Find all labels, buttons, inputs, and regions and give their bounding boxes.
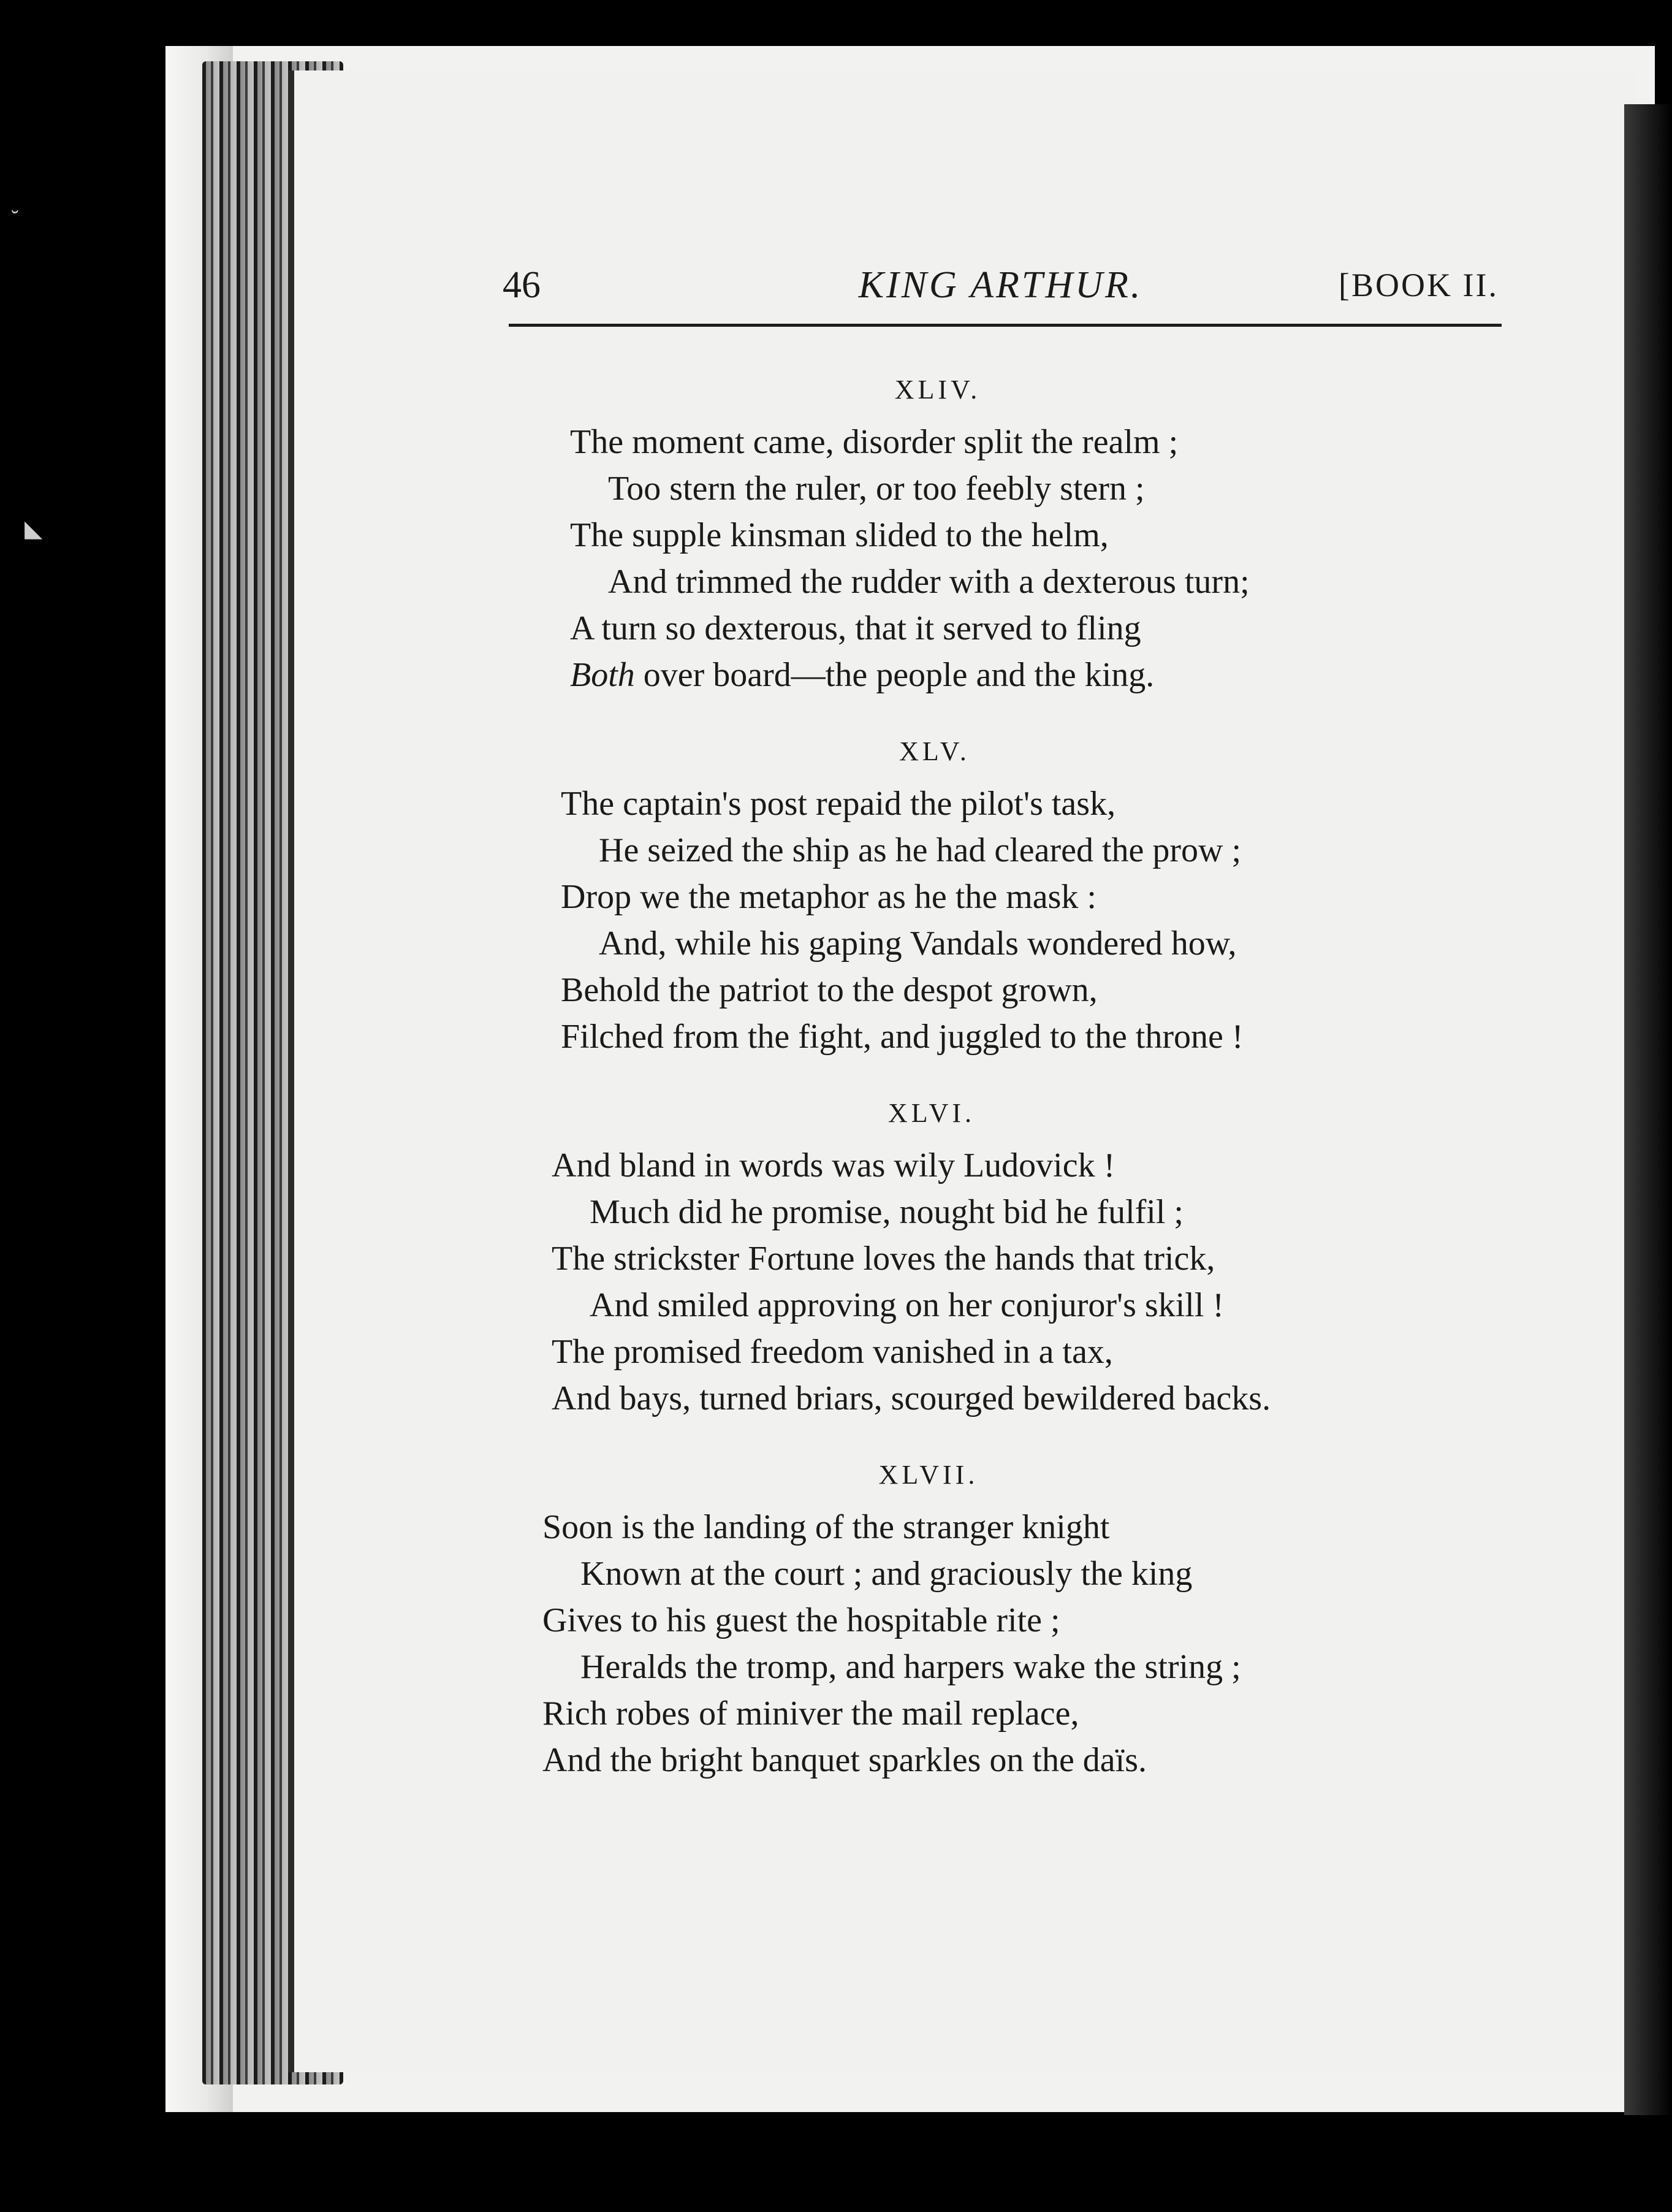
verse-line: Rich robes of miniver the mail replace, (542, 1695, 1079, 1733)
stanza-xliv (570, 374, 1367, 698)
stanza-number: XLV. (899, 736, 970, 766)
stanza-number: XLVI. (887, 1098, 976, 1128)
verse-line: Gives to his guest the hospitable rite ; (542, 1601, 1060, 1639)
verse-line: Behold the patriot to the despot grown, (561, 971, 1098, 1009)
verse-line: And bland in words was wily Ludovick ! (552, 1146, 1115, 1184)
verse-line: Drop we the metaphor as he the mask : (561, 878, 1096, 916)
stanza-xlv (561, 736, 1364, 1060)
verse-line: The promised freedom vanished in a tax, (552, 1333, 1113, 1371)
verse-line: The strickster Fortune loves the hands that trick, (552, 1240, 1215, 1278)
verse-line: A turn so dexterous, that it served to fling (570, 609, 1141, 647)
verse-line: And trimmed the rudder with a dexterous turn; (608, 563, 1250, 601)
stanza-number: XLVII. (878, 1460, 979, 1490)
verse-line: The supple kinsman slided to the helm, (570, 516, 1109, 554)
page-number: 46 (503, 264, 541, 306)
scan-speck: ◣ (25, 516, 43, 542)
verse-line: Soon is the landing of the stranger knight (542, 1508, 1110, 1546)
gutter-shadow (1624, 104, 1672, 2115)
scan-speck: ˘ (11, 206, 19, 232)
verse-line: Filched from the fight, and juggled to the throne ! (561, 1018, 1244, 1056)
stanza-xlvii (542, 1459, 1358, 1783)
verse-line: Known at the court ; and graciously the king (580, 1555, 1193, 1593)
page-title: KING ARTHUR. (858, 264, 1143, 306)
verse-line: Too stern the ruler, or too feebly stern ; (608, 470, 1145, 508)
verse-line: And the bright banquet sparkles on the daïs. (542, 1741, 1147, 1779)
verse-line: Much did he promise, nought bid he fulfil ; (590, 1193, 1184, 1231)
verse-line-text: over board—the people and the king. (643, 656, 1155, 694)
header-rule (509, 324, 1502, 327)
stanza-xlvi (552, 1097, 1361, 1422)
stanza-number: XLIV. (894, 375, 981, 405)
running-head (503, 257, 1499, 325)
verse-line: Heralds the tromp, and harpers wake the string ; (580, 1648, 1241, 1686)
verse-line: The captain's post repaid the pilot's task, (561, 785, 1116, 823)
verse-line: The moment came, disorder split the realm ; (570, 423, 1179, 461)
verse-line: He seized the ship as he had cleared the prow ; (599, 831, 1242, 869)
italic-word: Both (570, 656, 635, 694)
verse-line: And smiled approving on her conjuror's skill ! (590, 1286, 1225, 1324)
book-reference: [BOOK II. (1339, 267, 1499, 303)
verse-line (570, 652, 1367, 698)
verse-line: And bays, turned briars, scourged bewildered backs. (552, 1379, 1271, 1417)
verse-line: And, while his gaping Vandals wondered how, (599, 925, 1237, 963)
